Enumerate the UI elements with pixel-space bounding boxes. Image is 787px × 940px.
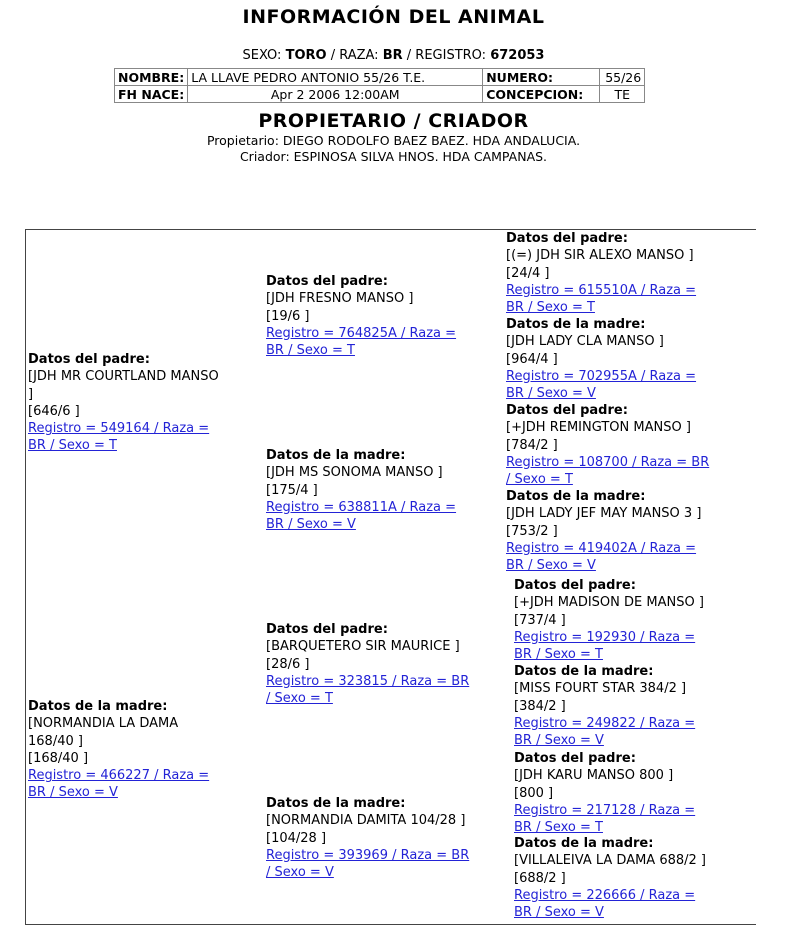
node-name: [VILLALEIVA LA DAMA 688/2 ] xyxy=(514,853,707,869)
node-heading: Datos del padre: xyxy=(514,751,636,766)
sire-dam-node xyxy=(266,447,456,533)
sexo-value: TORO xyxy=(285,48,327,63)
registro-link[interactable]: Registro = 108700 / Raza = BR xyxy=(506,454,710,470)
dam-node xyxy=(28,698,209,802)
registro-link[interactable]: Registro = 393969 / Raza = BR xyxy=(266,847,470,863)
node-number: [104/28 ] xyxy=(266,830,327,846)
node-heading: Datos del padre: xyxy=(506,403,628,418)
registro-link-cont[interactable]: BR / Sexo = T xyxy=(514,820,603,836)
registro-link-cont[interactable]: / Sexo = T xyxy=(506,472,573,488)
ds-sire-node xyxy=(514,577,704,663)
raza-value: BR xyxy=(382,48,403,63)
raza-label: / RAZA: xyxy=(330,48,379,63)
fh-nace-label: FH NACE: xyxy=(115,86,188,103)
nombre-label: NOMBRE: xyxy=(115,69,188,86)
registro-link[interactable]: Registro = 226666 / Raza = xyxy=(514,887,696,903)
owner-propietario: Propietario: DIEGO RODOLFO BAEZ BAEZ. HDA ANDALUCIA. xyxy=(206,133,581,148)
sexo-label: SEXO: xyxy=(242,48,282,63)
node-heading: Datos del padre: xyxy=(266,622,388,637)
node-heading: Datos de la madre: xyxy=(514,664,654,679)
node-heading: Datos de la madre: xyxy=(506,489,646,504)
registro-link[interactable]: Registro = 323815 / Raza = BR xyxy=(266,673,470,689)
dam-sire-node xyxy=(266,621,469,707)
registro-link-cont[interactable]: / Sexo = T xyxy=(266,691,333,707)
node-number: [175/4 ] xyxy=(266,482,318,498)
registro-link-cont[interactable]: BR / Sexo = V xyxy=(266,517,356,533)
node-name: [+JDH REMINGTON MANSO ] xyxy=(506,420,691,436)
node-name-cont: ] xyxy=(28,386,34,402)
concepcion-label: CONCEPCION: xyxy=(483,86,600,103)
registro-link[interactable]: Registro = 192930 / Raza = xyxy=(514,629,696,645)
node-number: [800 ] xyxy=(514,785,554,801)
registro-link-cont[interactable]: BR / Sexo = V xyxy=(28,785,118,801)
registro-link-cont[interactable]: BR / Sexo = V xyxy=(506,386,596,402)
node-heading: Datos del padre: xyxy=(28,352,150,367)
node-name-cont: 168/40 ] xyxy=(28,733,83,749)
node-name: [+JDH MADISON DE MANSO ] xyxy=(514,595,704,611)
node-name: [JDH MR COURTLAND MANSO xyxy=(28,369,219,385)
registro-link[interactable]: Registro = 549164 / Raza = xyxy=(28,421,210,437)
dd-dam-node xyxy=(514,835,706,921)
info-row xyxy=(115,69,645,86)
concepcion-value: TE xyxy=(600,86,645,103)
registro-value: 672053 xyxy=(490,48,545,63)
node-heading: Datos de la madre: xyxy=(514,836,654,851)
node-number: [964/4 ] xyxy=(506,351,558,367)
sire-node xyxy=(28,351,219,455)
registro-link[interactable]: Registro = 638811A / Raza = xyxy=(266,499,457,515)
registro-link-cont[interactable]: BR / Sexo = T xyxy=(514,647,603,663)
node-name: [JDH MS SONOMA MANSO ] xyxy=(266,465,443,481)
registro-link-cont[interactable]: BR / Sexo = V xyxy=(514,905,604,921)
node-name: [NORMANDIA DAMITA 104/28 ] xyxy=(266,813,466,829)
node-name: [(=) JDH SIR ALEXO MANSO ] xyxy=(506,248,694,264)
registro-link-cont[interactable]: BR / Sexo = V xyxy=(514,733,604,749)
node-number: [19/6 ] xyxy=(266,308,310,324)
pedigree-table xyxy=(25,229,756,925)
dam-dam-node xyxy=(266,795,469,881)
node-heading: Datos del padre: xyxy=(506,231,628,246)
node-number: [646/6 ] xyxy=(28,403,80,419)
registro-link-cont[interactable]: BR / Sexo = T xyxy=(28,438,117,454)
node-heading: Datos del padre: xyxy=(266,274,388,289)
registro-link[interactable]: Registro = 249822 / Raza = xyxy=(514,715,696,731)
node-number: [753/2 ] xyxy=(506,523,558,539)
registro-link-cont[interactable]: BR / Sexo = T xyxy=(266,343,355,359)
sd-sire-node xyxy=(506,402,709,488)
registro-link[interactable]: Registro = 466227 / Raza = xyxy=(28,768,210,784)
node-heading: Datos de la madre: xyxy=(266,448,406,463)
owner-title: PROPIETARIO / CRIADOR xyxy=(258,110,529,132)
node-number: [28/6 ] xyxy=(266,656,310,672)
sire-sire-node xyxy=(266,273,456,359)
registro-link[interactable]: Registro = 764825A / Raza = xyxy=(266,325,457,341)
registro-link[interactable]: Registro = 217128 / Raza = xyxy=(514,802,696,818)
registro-link-cont[interactable]: BR / Sexo = T xyxy=(506,300,595,316)
ss-dam-node xyxy=(506,316,696,402)
node-number: [168/40 ] xyxy=(28,750,89,766)
numero-value: 55/26 xyxy=(600,69,645,86)
node-name: [JDH LADY JEF MAY MANSO 3 ] xyxy=(506,506,702,522)
node-name: [JDH KARU MANSO 800 ] xyxy=(514,768,674,784)
node-heading: Datos de la madre: xyxy=(28,699,168,714)
registro-link-cont[interactable]: / Sexo = V xyxy=(266,865,334,881)
registro-link[interactable]: Registro = 615510A / Raza = xyxy=(506,282,697,298)
node-heading: Datos de la madre: xyxy=(506,317,646,332)
node-name: [JDH FRESNO MANSO ] xyxy=(266,291,414,307)
ss-sire-node xyxy=(506,230,696,316)
numero-label: NUMERO: xyxy=(483,69,600,86)
node-number: [688/2 ] xyxy=(514,870,566,886)
node-name: [MISS FOURT STAR 384/2 ] xyxy=(514,681,687,697)
registro-link[interactable]: Registro = 702955A / Raza = xyxy=(506,368,697,384)
page-title: INFORMACIÓN DEL ANIMAL xyxy=(242,6,545,28)
info-row xyxy=(115,86,645,103)
animal-info-table xyxy=(114,68,645,103)
node-number: [737/4 ] xyxy=(514,612,566,628)
animal-summary xyxy=(0,48,787,63)
registro-link[interactable]: Registro = 419402A / Raza = xyxy=(506,540,697,556)
owner-criador: Criador: ESPINOSA SILVA HNOS. HDA CAMPANAS. xyxy=(239,149,548,164)
node-number: [784/2 ] xyxy=(506,437,558,453)
node-heading: Datos del padre: xyxy=(514,578,636,593)
node-number: [384/2 ] xyxy=(514,698,566,714)
node-name: [JDH LADY CLA MANSO ] xyxy=(506,334,664,350)
registro-label: / REGISTRO: xyxy=(406,48,487,63)
node-number: [24/4 ] xyxy=(506,265,550,281)
registro-link-cont[interactable]: BR / Sexo = V xyxy=(506,558,596,574)
nombre-value: LA LLAVE PEDRO ANTONIO 55/26 T.E. xyxy=(188,69,483,86)
ds-dam-node xyxy=(514,663,695,749)
sd-dam-node xyxy=(506,488,701,574)
dd-sire-node xyxy=(514,750,695,836)
node-heading: Datos de la madre: xyxy=(266,796,406,811)
fh-nace-value: Apr 2 2006 12:00AM xyxy=(188,86,483,103)
node-name: [NORMANDIA LA DAMA xyxy=(28,716,179,732)
node-name: [BARQUETERO SIR MAURICE ] xyxy=(266,639,460,655)
